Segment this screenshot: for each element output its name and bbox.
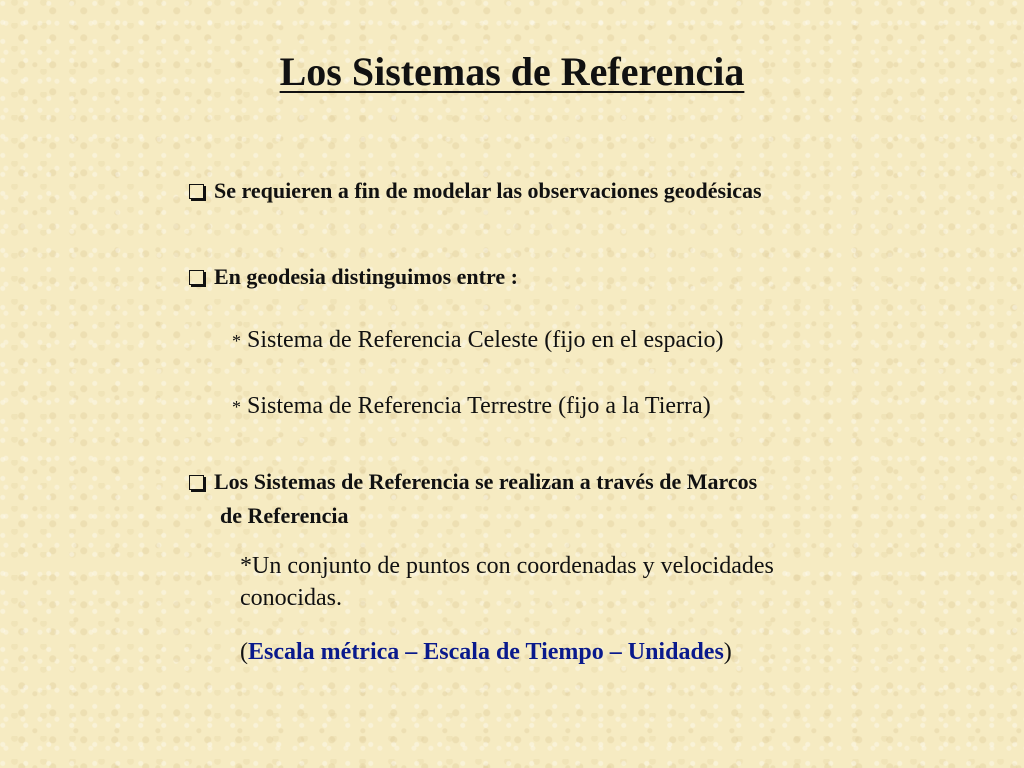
bullet-text: Se requieren a fin de modelar las observaciones geodésicas xyxy=(214,178,762,203)
paren-open: ( xyxy=(240,639,248,665)
bullet-text-line-1: Los Sistemas de Referencia se realizan a través de Marcos xyxy=(214,469,758,494)
paren-close: ) xyxy=(723,639,732,665)
sub-item-conjunto xyxy=(240,550,774,614)
scale-line xyxy=(240,636,732,668)
bullet-item-2 xyxy=(189,260,518,294)
scale-text: Escala métrica – Escala de Tiempo – Unidades xyxy=(248,639,724,665)
bullet-text: En geodesia distinguimos entre : xyxy=(214,264,518,289)
asterisk-marker: * xyxy=(232,397,241,417)
sub-item-terrestre xyxy=(232,390,711,423)
bullet-item-3 xyxy=(189,465,757,533)
bullet-text-line-2: de Referencia xyxy=(220,503,349,528)
asterisk-marker: * xyxy=(232,331,241,351)
checkbox-bullet-icon xyxy=(189,270,204,285)
sub-item-text: Sistema de Referencia Terrestre (fijo a la Tierra) xyxy=(247,393,711,419)
sub-item-line-2: conocidas. xyxy=(240,585,342,611)
checkbox-bullet-icon xyxy=(189,475,204,490)
checkbox-bullet-icon xyxy=(189,184,204,199)
bullet-item-1 xyxy=(189,174,762,208)
slide-title: Los Sistemas de Referencia xyxy=(279,49,745,94)
sub-item-celeste xyxy=(232,324,723,357)
sub-item-line-1: *Un conjunto de puntos con coordenadas y velocidades xyxy=(240,553,774,579)
sub-item-text: Sistema de Referencia Celeste (fijo en el espacio) xyxy=(247,327,724,353)
